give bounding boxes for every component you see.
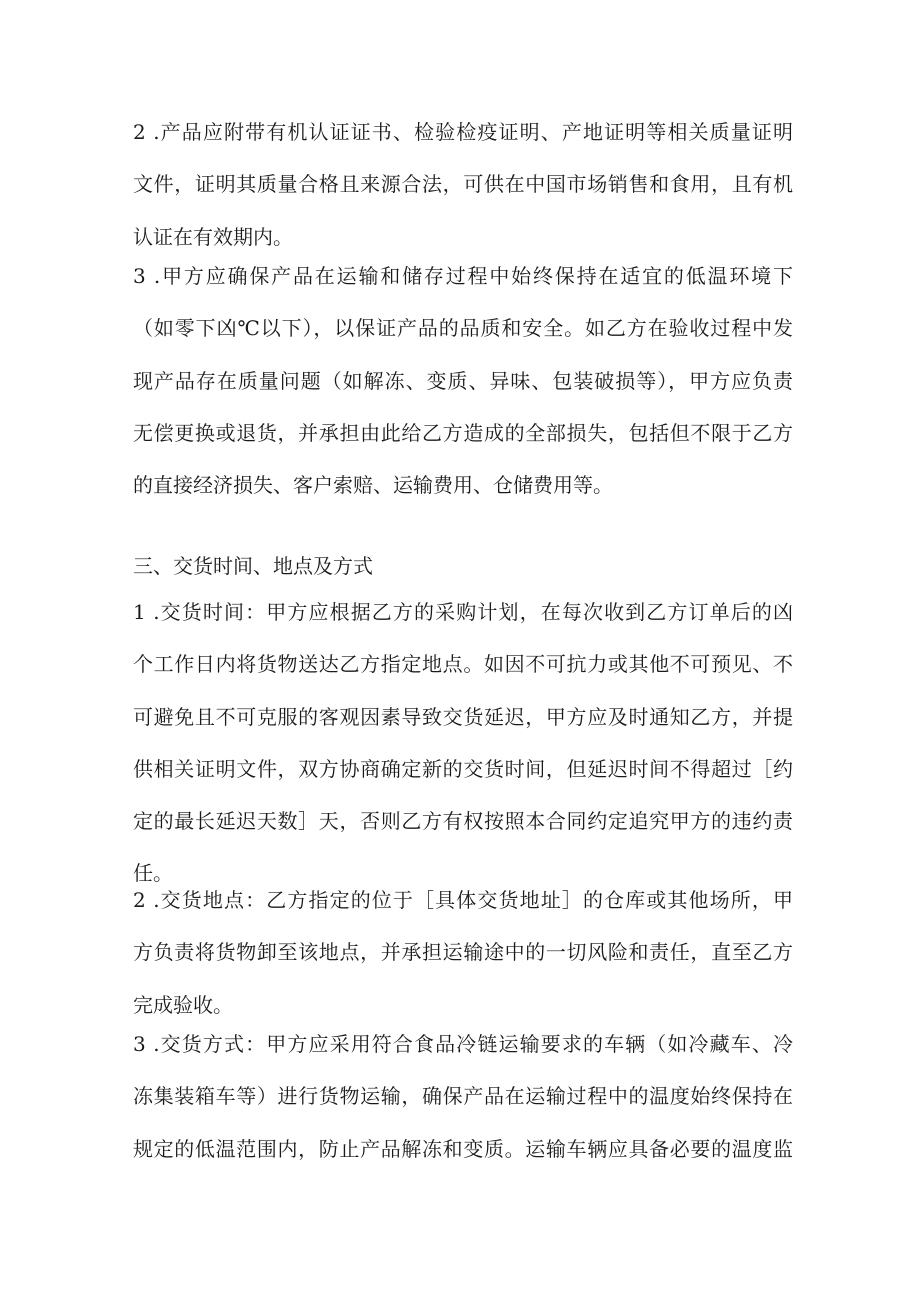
text-line: 冻集装箱车等）进行货物运输，确保产品在运输过程中的温度始终保持在 <box>133 1084 793 1109</box>
text-line: 规定的低温范围内，防止产品解冻和变质。运输车辆应具备必要的温度监 <box>133 1136 793 1161</box>
text-line: 任。 <box>133 861 173 886</box>
text-line: 可避免且不可克服的客观因素导致交货延迟，甲方应及时通知乙方，并提 <box>133 704 793 729</box>
text-line: 2 .交货地点：乙方指定的位于［具体交货地址］的仓库或其他场所，甲 <box>133 888 793 912</box>
clause-3-storage-temperature <box>133 250 793 511</box>
text-line: 3 .甲方应确保产品在运输和储存过程中始终保持在适宜的低温环境下 <box>133 264 793 288</box>
text-line: 无偿更换或退货，并承担由此给乙方造成的全部损失，包括但不限于乙方 <box>133 420 793 445</box>
text-line: （如零下凶℃以下），以保证产品的品质和安全。如乙方在验收过程中发 <box>133 316 793 341</box>
clause-3-delivery-method <box>133 1018 793 1175</box>
clause-1-delivery-time <box>133 586 793 900</box>
text-line: 文件，证明其质量合格且来源合法，可供在中国市场销售和食用，且有机 <box>133 172 793 197</box>
text-line: 供相关证明文件，双方协商确定新的交货时间，但延迟时间不得超过［约 <box>133 756 793 781</box>
text-line: 2 .产品应附带有机认证证书、检验检疫证明、产地证明等相关质量证明 <box>133 120 793 144</box>
clause-2-certification <box>133 106 793 263</box>
section-heading-text: 三、交货时间、地点及方式 <box>133 554 373 578</box>
clause-2-delivery-location <box>133 874 793 1031</box>
section-heading <box>133 540 793 592</box>
text-line: 完成验收。 <box>133 992 233 1017</box>
text-line: 定的最长延迟天数］天，否则乙方有权按照本合同约定追究甲方的违约责 <box>133 809 793 834</box>
text-line: 现产品存在质量问题（如解冻、变质、异味、包装破损等），甲方应负责 <box>133 368 793 393</box>
text-line: 个工作日内将货物送达乙方指定地点。如因不可抗力或其他不可预见、不 <box>133 652 793 677</box>
text-line: 的直接经济损失、客户索赔、运输费用、仓储费用等。 <box>133 473 613 498</box>
text-line: 方负责将货物卸至该地点，并承担运输途中的一切风险和责任，直至乙方 <box>133 940 793 965</box>
text-line: 认证在有效期内。 <box>133 224 293 249</box>
text-line: 3 .交货方式：甲方应采用符合食品冷链运输要求的车辆（如冷藏车、冷 <box>133 1032 793 1056</box>
text-line: 1 .交货时间：甲方应根据乙方的采购计划，在每次收到乙方订单后的凶 <box>133 600 793 624</box>
